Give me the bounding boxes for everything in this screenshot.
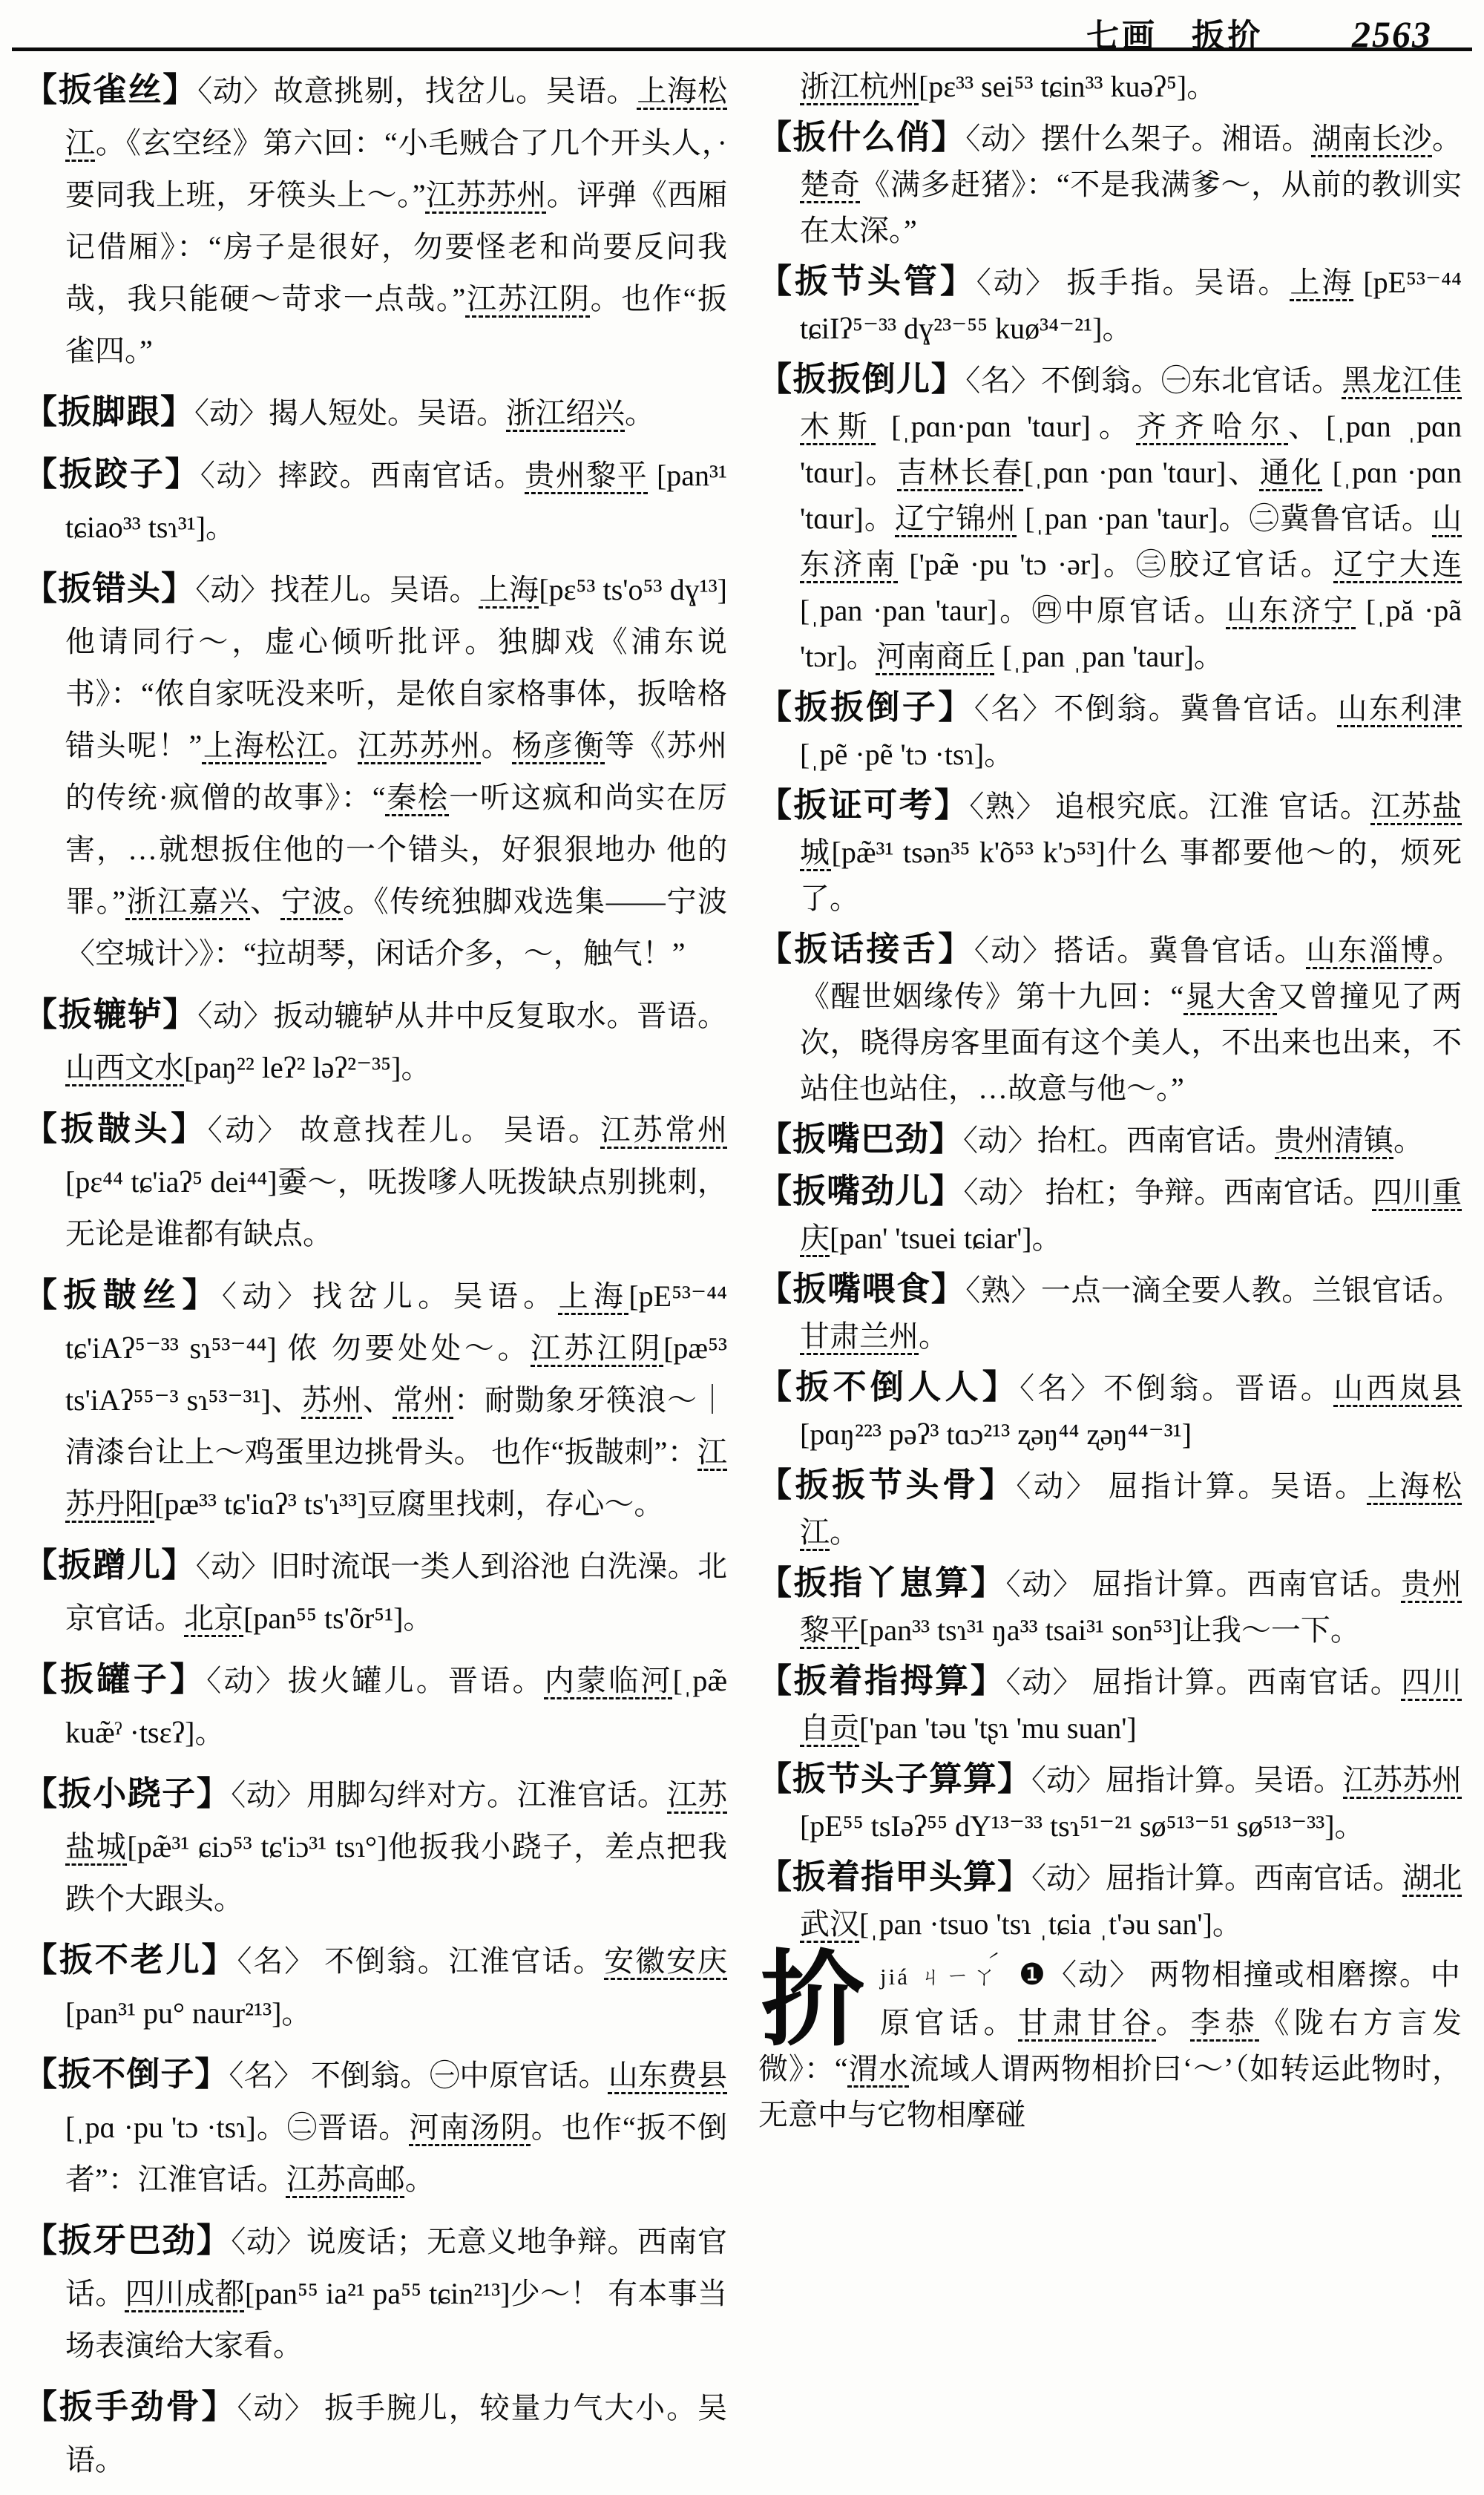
proper-name: 江苏苏州 (358, 729, 482, 762)
proper-name: 江苏盐城 (800, 790, 1462, 869)
text-segment: 。 (1156, 2006, 1191, 2039)
text-segment: [pan' 'tsuei tɕiar']。 (830, 1222, 1062, 1255)
text-segment: [pan³¹ pu° naur²¹³]。 (65, 1996, 312, 2030)
text-segment: 《满多赶猪》：“不是我满爹～，从前的教训实在太深。” (800, 168, 1462, 247)
proper-name: 甘肃甘谷 (1018, 2006, 1157, 2039)
proper-name: 山东济宁 (1226, 594, 1356, 627)
text-segment: 。《醒世姻缘传》第十九回：“ (800, 934, 1462, 1013)
text-segment: [ˌpɑn·pɑn 'tɑur]。 (876, 410, 1137, 443)
text-segment: [pan⁵⁵ ia²¹ pa⁵⁵ tɕin²¹³]少～！ 有本事当场表演给大家看。 (65, 2277, 728, 2362)
proper-name: 齐齐哈尔 (1136, 410, 1289, 443)
text-segment: [pæ̃³¹ ɕiɔ⁵³ tɕ'iɔ³¹ tsɿ°]他扳我小跷子，差点把我跌个大跟头。 (65, 1830, 727, 1915)
text-segment: [pan⁵⁵ ts'õr⁵¹]。 (243, 1601, 433, 1635)
text-segment: [ˌpan ·pan 'taur]。㊁冀鲁官话。 (1017, 502, 1432, 535)
text-segment: 〈熟〉 追根究底。江淮 官话。 (969, 790, 1371, 823)
text-segment: [ˌpan ˌpan 'taur]。 (994, 640, 1224, 673)
text-segment: ❶〈动〉 两物相撞或相磨擦。中原官话。 (880, 1958, 1462, 2039)
proper-name: 安徽安庆 (604, 1944, 727, 1978)
text-segment: [paŋ²² leʔ² ləʔ²⁻³⁵]。 (184, 1051, 431, 1084)
headword: 【扳扳倒子】 (758, 689, 974, 726)
dict-entry (758, 1168, 1462, 1262)
proper-name: 江苏江阴 (531, 1331, 664, 1365)
proper-name: 江苏江阴 (465, 282, 591, 315)
dict-entry (758, 684, 1462, 778)
text-segment: [ˌpan ·pan 'taur]。㊃中原官话。 (800, 594, 1227, 627)
proper-name: 内蒙临河 (544, 1664, 673, 1697)
headword: 【扳节头管】 (758, 263, 976, 300)
proper-name: 江苏盐城 (65, 1778, 727, 1863)
dict-entry (24, 1934, 727, 2039)
text-segment: 〈动〉 故意找茬儿。 吴语。 (207, 1113, 601, 1147)
text-segment: [pæ³³ tɕ'iɑʔ³ ts'ɿ³³]豆腐里找刺，存心～。 (154, 1487, 664, 1521)
headword: 【扳牙巴劲】 (24, 2222, 232, 2259)
text-segment: 〈动〉揭人短处。吴语。 (194, 396, 507, 430)
text-segment: 。 (625, 396, 655, 430)
headword: 【扳小跷子】 (24, 1775, 232, 1812)
dict-entry (758, 926, 1462, 1112)
proper-name: 上海 (479, 573, 539, 606)
proper-name: 黑龙江佳木斯 (800, 364, 1462, 443)
proper-name: 甘肃兰州 (800, 1319, 919, 1353)
entry-continuation (758, 64, 1462, 110)
proper-name: 上海 (558, 1279, 629, 1313)
proper-name: 山东利津 (1337, 692, 1462, 725)
proper-name: 河南商丘 (876, 640, 995, 673)
text-segment: 〈动〉摔跤。西南官话。 (200, 459, 525, 492)
dict-entry (24, 1269, 727, 1530)
text-segment: 〈动〉旧时流氓一类人到浴池 白洗澡。北京官话。 (65, 1550, 727, 1635)
text-segment: ['pan 'təu 'tʂɿ 'mu suan'] (859, 1711, 1137, 1745)
proper-name: 江苏苏州 (1343, 1763, 1462, 1797)
proper-name: 苏州 (301, 1383, 363, 1417)
text-segment: 。也作“扳不倒者”：江淮官话。 (65, 2111, 728, 2196)
text-segment: 〈名〉不倒翁。冀鲁官话。 (974, 692, 1338, 725)
dict-entry (758, 1364, 1462, 1458)
header-rule (12, 47, 1472, 51)
text-segment: 。评弹《西厢记借厢》：“房子是很好，勿要怪老和尚要反问我哉，我只能硬～苛求一点哉。” (65, 178, 728, 315)
headword: 【扳皵丝】 (24, 1276, 222, 1314)
text-segment: 〈名〉 不倒翁。㊀中原官话。 (229, 2059, 608, 2092)
text-segment: 〈动〉 抬杠；争辩。西南官话。 (963, 1176, 1373, 1209)
dict-entry (758, 114, 1462, 254)
proper-name: 楚奇 (800, 168, 861, 201)
headword: 【扳雀丝】 (24, 71, 198, 108)
dict-entry (758, 782, 1462, 922)
text-segment: 〈动〉拔火罐儿。晋语。 (206, 1664, 545, 1697)
proper-name: 北京 (184, 1601, 243, 1635)
pronunciation: jiá ㄐㄧㄚ́ (880, 1964, 1000, 1990)
text-segment: 、 (250, 885, 281, 918)
text-segment: 〈名〉不倒翁。㊀东北官话。 (965, 364, 1342, 397)
proper-name: 上海松江 (800, 1469, 1462, 1549)
dict-entry (758, 258, 1462, 352)
headword: 【扳错头】 (24, 570, 196, 607)
text-segment: [pε⁴⁴ tɕ'iaʔ⁵ dei⁴⁴]嫑～，呒拨嗲人呒拨缺点别挑刺，无论是谁都有缺点。 (65, 1165, 727, 1250)
text-segment: 、 (362, 1383, 393, 1417)
proper-name: 辽宁锦州 (895, 502, 1017, 535)
dict-entry (24, 448, 727, 554)
dict-entry (24, 2048, 727, 2206)
headword: 【扳证可考】 (758, 787, 970, 824)
proper-name: 贵州黎平 (800, 1567, 1462, 1647)
dict-entry (24, 1103, 727, 1260)
dict-entry (758, 1116, 1462, 1164)
text-segment: 〈动〉扳动辘轳从井中反复取水。晋语。 (197, 999, 727, 1032)
text-segment: 《陇右方言发微》：“ (758, 2006, 1462, 2085)
text-segment: [pɑŋ²²³ pəʔ³ tɑɔ²¹³ ʐəŋ⁴⁴ ʐəŋ⁴⁴⁻³¹] (800, 1417, 1192, 1451)
dict-entry (758, 1462, 1462, 1555)
header-section: 七画 (1086, 18, 1158, 54)
dict-entry (758, 1756, 1462, 1849)
proper-name: 上海 (1290, 266, 1354, 299)
headword: 【扳着指甲头算】 (758, 1858, 1032, 1895)
text-segment: [ˌpă ·pã 'tɔr]。 (800, 594, 1462, 673)
proper-name: 常州 (393, 1383, 454, 1417)
proper-name: 江苏常州 (600, 1113, 728, 1147)
headword: 【扳脚跟】 (24, 393, 195, 430)
text-segment: 一听这疯和尚实在厉害，…就想扳住他的一个错头，好狠狠地办 他的罪。” (65, 781, 728, 918)
text-segment: 。 (481, 729, 513, 762)
headword: 【扳手劲骨】 (24, 2388, 237, 2425)
text-segment: ['pæ̃ ·pu 'tɔ ·ər]。㊂胶辽官话。 (898, 548, 1334, 581)
character-entry (758, 1944, 1462, 2138)
text-segment: [pan³³ tsɿ³¹ ŋa³³ tsai³¹ son⁵³]让我～一下。 (859, 1613, 1360, 1647)
text-segment: 〈动〉找岔儿。吴语。 (221, 1279, 559, 1313)
headword: 【扳着指拇算】 (758, 1662, 1006, 1699)
text-segment: 〈熟〉一点一滴全要人教。兰银官话。 (965, 1273, 1462, 1307)
dict-entry (24, 563, 727, 980)
dict-entry (24, 989, 727, 1094)
proper-name: 吉林长春 (897, 456, 1024, 489)
text-segment: 〈动〉搭话。冀鲁官话。 (974, 934, 1307, 967)
headword: 【扳不老儿】 (24, 1941, 237, 1978)
proper-name: 贵州清镇 (1275, 1124, 1394, 1157)
headword: 【扳嘴喂食】 (758, 1271, 966, 1308)
proper-name: 晁大舍 (1183, 980, 1278, 1013)
text-segment: 〈动〉 扳手指。吴语。 (976, 266, 1290, 299)
text-segment: 。 (1432, 122, 1462, 155)
proper-name: 贵州黎平 (525, 459, 649, 492)
text-segment: [pε⁵³ ts'o⁵³ dɣ¹³] 他请同行～，虚心倾听批评。独脚戏《浦东说书》：“侬自家呒没来听，是侬自家格事体，扳啥格错头呢！” (65, 573, 728, 762)
text-segment: 〈动〉 屈指计算。西南官话。 (1005, 1567, 1402, 1601)
proper-name: 山东费县 (608, 2059, 728, 2092)
text-segment: 〈动〉 屈指计算。吴语。 (1016, 1469, 1368, 1503)
text-segment: 又曾撞见了两次，晓得房客里面有这个美人，不出来也出来，不站住也站住，…故意与他～。” (800, 980, 1462, 1105)
headword: 【扳嘴巴劲】 (758, 1121, 964, 1158)
proper-name: 湖北武汉 (800, 1861, 1462, 1941)
proper-name: 李恭 (1190, 2006, 1260, 2039)
left-column (24, 64, 727, 2495)
right-column (758, 64, 1462, 2142)
headword: 【扳辘轳】 (24, 996, 198, 1033)
proper-name: 秦桧 (385, 781, 450, 814)
proper-name: 浙江杭州 (800, 70, 919, 103)
text-segment: 〈动〉 扳手腕儿，较量力气大小。吴语。 (65, 2391, 727, 2476)
proper-name: 上海松江 (65, 74, 727, 160)
text-segment: [ˌpɑn ·pɑn 'tɑur]。 (800, 456, 1462, 535)
text-segment: 。《玄空经》第六回：“小毛贼合了几个开头人，·要同我上班，牙筷头上～。” (65, 126, 728, 212)
proper-name: 浙江绍兴 (506, 396, 626, 430)
headword: 【扳节头子算算】 (758, 1760, 1032, 1797)
text-segment: [ˌpẽ ·pẽ 'tɔ ·tsɿ]。 (800, 738, 1014, 771)
headword: 【扳不倒人人】 (758, 1368, 1020, 1406)
headword: 【扳蹭儿】 (24, 1547, 196, 1584)
proper-name: 山西岚县 (1333, 1371, 1462, 1405)
proper-name: 江苏苏州 (425, 178, 547, 212)
text-segment: 。 (830, 1515, 859, 1549)
proper-name: 四川重庆 (800, 1176, 1462, 1255)
dict-entry (758, 1658, 1462, 1751)
text-segment: 等《苏州的传统·疯僧的故事》：“ (65, 729, 728, 814)
proper-name: 通化 (1259, 456, 1323, 489)
proper-name: 宁波 (280, 885, 344, 918)
headword: 【扳什么俏】 (758, 119, 966, 156)
text-segment: 流域人谓两物相扴曰‘～’（如转运此物时，无意中与它物相摩碰 (758, 2052, 1462, 2131)
text-segment: 〈名〉 不倒翁。江淮官话。 (237, 1944, 605, 1978)
text-segment: [pε³³ sei⁵³ tɕin³³ kuəʔ⁵]。 (919, 70, 1217, 103)
dict-entry (24, 2381, 727, 2486)
text-segment: [ˌpæ̃ kuæ̃ˀ ·tsεʔ]。 (65, 1664, 727, 1749)
proper-name: 江苏高邮 (286, 2163, 405, 2196)
proper-name: 杨彦衡 (512, 729, 605, 762)
dict-entry (24, 1539, 727, 1645)
text-segment: 〈动〉用脚勾绊对方。江淮官话。 (231, 1778, 668, 1812)
text-segment: [pæ⁵³ ts'iAʔ⁵⁵⁻³ sɿ⁵³⁻³¹]、 (65, 1331, 727, 1417)
text-segment: 〈动〉屈指计算。西南官话。 (1031, 1861, 1403, 1895)
text-segment: 〈动〉屈指计算。吴语。 (1031, 1763, 1344, 1797)
text-segment: [ˌpan ·tsuo 'tsɿ ˌtɕia ˌt'əu san']。 (859, 1907, 1242, 1941)
proper-name: 渭水 (847, 2052, 910, 2085)
text-segment: 〈动〉故意挑剔，找岔儿。吴语。 (197, 74, 637, 108)
text-segment: [pan³¹ tɕiao³³ tsɿ³¹]。 (65, 459, 728, 544)
proper-name: 上海松江 (202, 729, 327, 762)
proper-name: 浙江嘉兴 (125, 885, 251, 918)
dict-entry (24, 1768, 727, 1925)
dict-entry (758, 1854, 1462, 1947)
proper-name: 河南汤阴 (409, 2111, 531, 2144)
text-segment: 。《传统独脚戏选集——宁波〈空城计〉》：“拉胡琴，闲话介多，～，触气！” (65, 885, 728, 970)
text-segment: 〈动〉找茬儿。吴语。 (195, 573, 479, 606)
headword: 【扳跤子】 (24, 456, 200, 493)
dict-entry (24, 1653, 727, 1759)
proper-name: 江苏丹阳 (65, 1435, 727, 1521)
proper-name: 山东淄博 (1306, 934, 1432, 967)
text-segment: 。 (326, 729, 358, 762)
proper-name: 湖南长沙 (1311, 122, 1433, 155)
text-segment: [pE⁵³⁻⁴⁴ tɕ'iAʔ⁵⁻³³ sɿ⁵³⁻⁴⁴] 侬 勿要处处～。 (65, 1279, 728, 1365)
text-segment: 〈动〉摆什么架子。湘语。 (965, 122, 1312, 155)
headword: 【扳话接舌】 (758, 931, 974, 968)
text-segment: 。 (1393, 1124, 1424, 1157)
proper-name: 辽宁大连 (1333, 548, 1462, 581)
proper-name: 山西文水 (65, 1051, 184, 1084)
headword: 【扳指丫崽算】 (758, 1564, 1006, 1601)
dict-entry (758, 356, 1462, 680)
headword: 【扳嘴劲儿】 (758, 1173, 964, 1210)
headword: 【扳不倒子】 (24, 2056, 229, 2093)
headword: 【扳罐子】 (24, 1661, 207, 1698)
proper-name: 四川自贡 (800, 1665, 1462, 1745)
text-segment: [pæ̃³¹ tsən³⁵ k'õ⁵³ k'ɔ⁵³]什么 事都要他～的，烦死了。 (800, 836, 1462, 915)
dict-entry (758, 1266, 1462, 1360)
text-segment: [pE⁵⁵ tsIəʔ⁵⁵ dY¹³⁻³³ tsɿ⁵¹⁻²¹ sø⁵¹³⁻⁵¹ sø⁵¹³⁻³³]。 (800, 1809, 1365, 1843)
text-segment: 〈动〉说废话；无意义地争辩。西南官话。 (65, 2225, 727, 2310)
text-segment: 〈动〉 屈指计算。西南官话。 (1005, 1665, 1402, 1699)
text-segment: [ˌpɑ ·pu 'tɔ ·tsɿ]。㊁晋语。 (65, 2111, 410, 2144)
text-segment: 〈名〉不倒翁。晋语。 (1020, 1371, 1334, 1405)
proper-name: 山东济南 (800, 502, 1462, 581)
text-segment: 。 (404, 2163, 435, 2196)
page-number: 2563 (1352, 13, 1432, 55)
text-segment: ：耐勚象牙筷浪～｜清漆台让上～鸡蛋里边挑骨头。 也作“扳皵刺”： (65, 1383, 728, 1469)
text-segment: [ˌpɑn ·pɑn 'tɑur]、 (1023, 456, 1260, 489)
dict-entry (758, 1560, 1462, 1653)
text-segment: 。 (919, 1319, 948, 1353)
dict-entry (24, 2214, 727, 2372)
headword: 【扳扳节头骨】 (758, 1466, 1017, 1504)
text-segment: [pE⁵³⁻⁴⁴ tɕiIʔ⁵⁻³³ dɣ²³⁻⁵⁵ kuø³⁴⁻²¹]。 (800, 266, 1462, 345)
header-range: 扳扴 (1192, 18, 1263, 54)
headword: 【扳扳倒儿】 (758, 361, 966, 398)
headword-character: 扴 (760, 1944, 864, 2059)
text-segment: 。也作“扳雀四。” (65, 282, 727, 367)
dict-entry (24, 386, 727, 439)
proper-name: 四川成都 (125, 2277, 245, 2310)
headword: 【扳皵头】 (24, 1110, 208, 1147)
dict-entry (24, 64, 727, 377)
text-segment: 〈动〉抬杠。西南官话。 (963, 1124, 1275, 1157)
text-segment: 、[ˌpɑn ˌpɑn 'tɑur]。 (800, 410, 1462, 489)
